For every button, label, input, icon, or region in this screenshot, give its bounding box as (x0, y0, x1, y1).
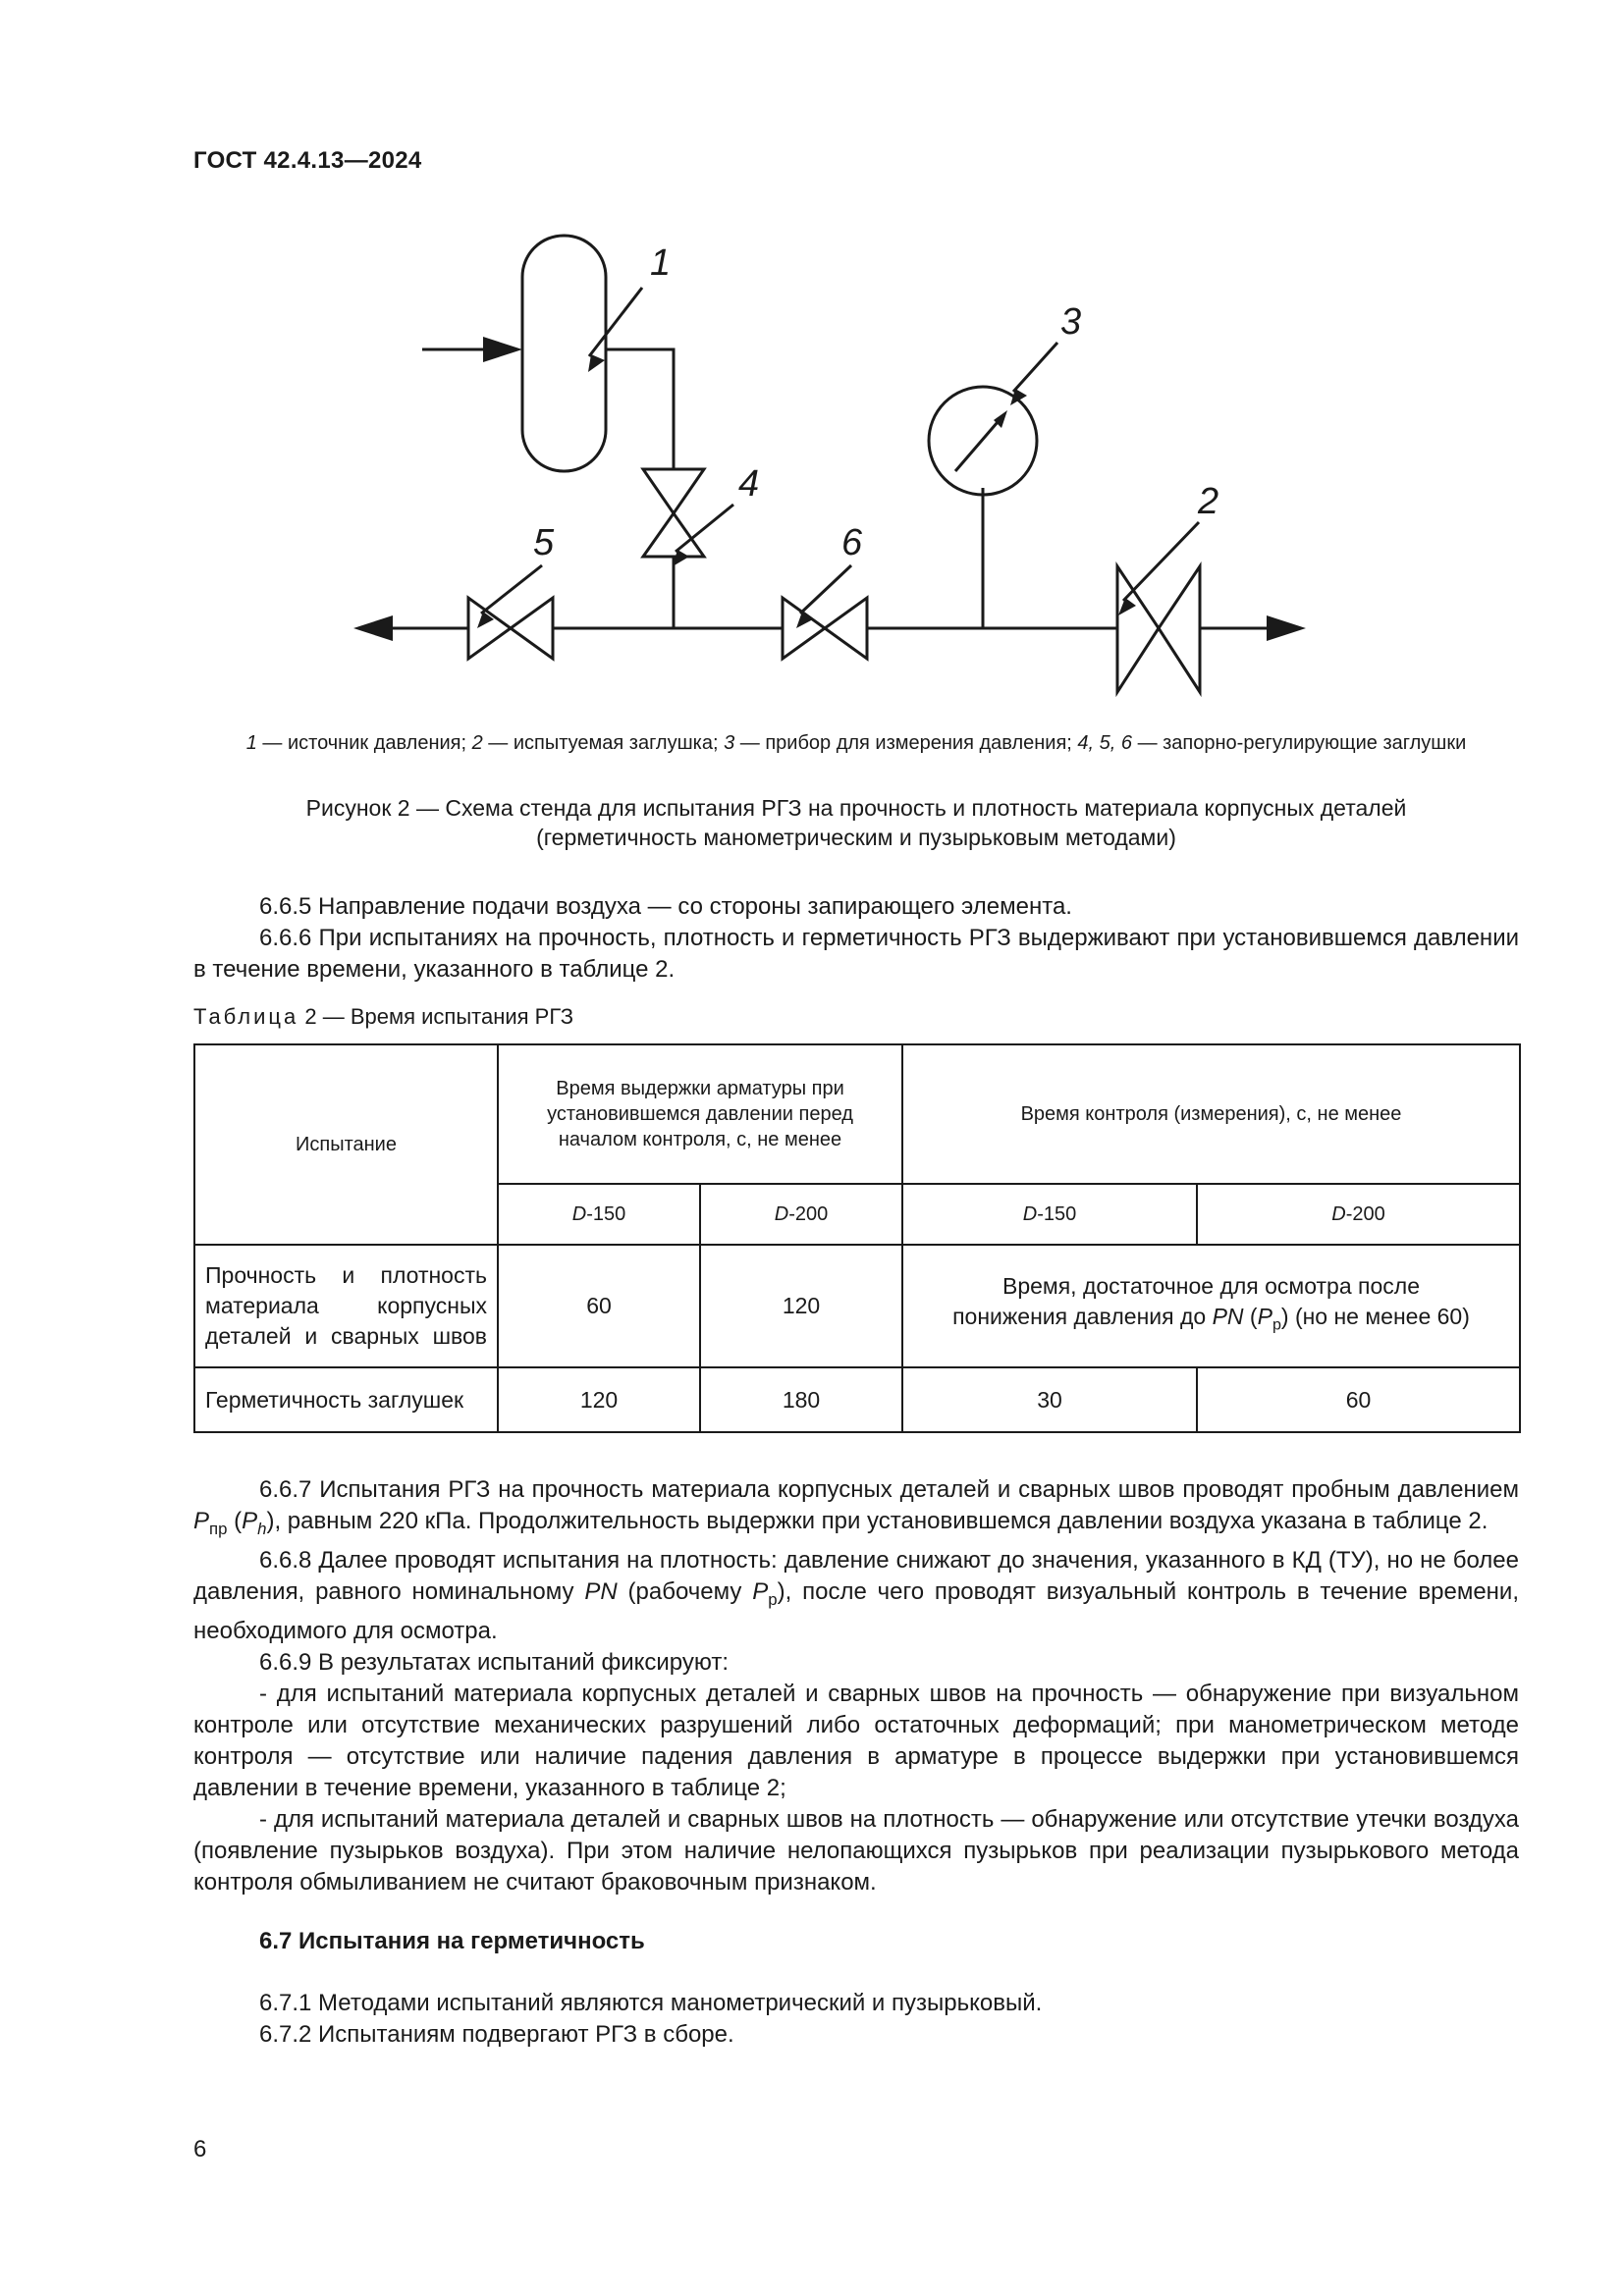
gauge-needle (955, 415, 1003, 471)
figure-caption: Рисунок 2 — Схема стенда для испытания РГЗ на прочность и плотность материала корпусных деталей (герметичность манометрическим и пузырьковым методами) (305, 795, 1407, 850)
paragraph-6-6-7: 6.6.7 Испытания РГЗ на прочность материала корпусных деталей и сварных швов проводят пробным давлением $P_{пр}$ $(P_h)$, равным 220 кПа. Продолжительность выдержки при установившемся давлении воздуха указана в таблице 2. (193, 1476, 1519, 1538)
row2-hold-d200: 180 (700, 1367, 902, 1432)
figure-legend: 1 — источник давления; 2 — испытуемая заглушка; 3 — прибор для измерения давления; 4, 5, 6 — запорно-регулирующие заглушки (245, 732, 1467, 754)
header-control-d150: D-150 (902, 1184, 1197, 1245)
label-5: 5 (533, 522, 555, 563)
leader-2 (1123, 522, 1199, 601)
page-number: 6 (193, 2136, 207, 2163)
bullet-density: - для испытаний материала деталей и сварных швов на плотность — обнаружение или отсутствие утечки воздуха (появление пузырьков воздуха). При этом наличие нелопающихся пузырьков при реализации пузырькового метода контроля обмыливанием не считают браковочным признаком. (193, 1805, 1519, 1896)
paragraphs-671-672 (193, 1988, 1519, 2051)
paragraphs-665-666 (193, 891, 1519, 986)
header-test: Испытание (194, 1044, 498, 1245)
label-3: 3 (1060, 301, 1082, 343)
table-label: Таблица 2 — Время испытания РГЗ (193, 1004, 574, 1029)
left-outlet-arrowhead (353, 615, 393, 641)
bullet-strength: - для испытаний материала корпусных деталей и сварных швов на прочность — обнаружение при визуальном контроле или отсутствие механических разрушений либо остаточных деформаций; при манометрическом методе контроля — отсутствие или наличие падения давления в арматуре в процессе выдержки при установившемся давлении в течение времени, указанного в таблице 2; (193, 1680, 1519, 1801)
leader-5 (481, 565, 542, 614)
paragraphs-667-669 (193, 1474, 1519, 1898)
header-control-d200: D-200 (1197, 1184, 1520, 1245)
row2-test: Герметичность заглушек (194, 1367, 498, 1432)
row1-control-merged: Время, достаточное для осмотра после понижения давления до PN $(P_р)$ (но не менее 60) (902, 1245, 1520, 1367)
leader-3 (1013, 343, 1057, 392)
paragraph-6-7-2: 6.7.2 Испытаниям подвергают РГЗ в сборе. (259, 2021, 734, 2048)
valve-6 (783, 598, 825, 659)
test-stand-diagram (353, 221, 1375, 712)
paragraph-6-6-5: 6.6.5 Направление подачи воздуха — со стороны запирающего элемента. (259, 893, 1072, 920)
paragraph-6-6-6: 6.6.6 При испытаниях на прочность, плотность и герметичность РГЗ выдерживают при установившемся давлении в течение времени, указанного в таблице 2. (193, 925, 1519, 983)
paragraph-6-7-1: 6.7.1 Методами испытаний являются манометрический и пузырьковый. (259, 1990, 1043, 2016)
right-outlet-arrowhead (1267, 615, 1306, 641)
paragraph-6-6-9: 6.6.9 В результатах испытаний фиксируют: (259, 1648, 730, 1676)
row1-hold-d150: 60 (498, 1245, 700, 1367)
paragraph-6-6-8: 6.6.8 Далее проводят испытания на плотность: давление снижают до значения, указанного в КД (ТУ), но не более давления, равного номинальному PN (рабочему $P_р$), после чего проводят визуальный контроль в течение времени, необходимого для осмотра. (193, 1546, 1520, 1644)
valve-4 (643, 469, 704, 513)
inlet-arrowhead (483, 337, 522, 362)
pressure-source-vessel (522, 236, 606, 471)
label-6: 6 (841, 522, 863, 563)
leader-6 (800, 565, 851, 614)
source-outlet-pipe (606, 349, 674, 469)
row2-hold-d150: 120 (498, 1367, 700, 1432)
header-hold-d200: D-200 (700, 1184, 902, 1245)
header-hold-time: Время выдержки арматуры при установившемся давлении перед началом контроля, с, не менее (498, 1044, 902, 1184)
row1-test: Прочность и плотность материала корпусных деталей и сварных швов (194, 1245, 498, 1367)
row2-control-d200: 60 (1197, 1367, 1520, 1432)
label-1: 1 (650, 242, 672, 284)
header-control-time: Время контроля (измерения), с, не менее (902, 1044, 1520, 1184)
section-heading-6-7: 6.7 Испытания на герметичность (259, 1928, 645, 1954)
table-2 (193, 1043, 1521, 1433)
header-hold-d150: D-150 (498, 1184, 700, 1245)
row2-control-d150: 30 (902, 1367, 1197, 1432)
row1-hold-d200: 120 (700, 1245, 902, 1367)
label-4: 4 (738, 463, 760, 505)
label-2: 2 (1198, 481, 1219, 522)
leader-1 (589, 288, 642, 356)
document-header: ГОСТ 42.4.13—2024 (193, 147, 422, 174)
